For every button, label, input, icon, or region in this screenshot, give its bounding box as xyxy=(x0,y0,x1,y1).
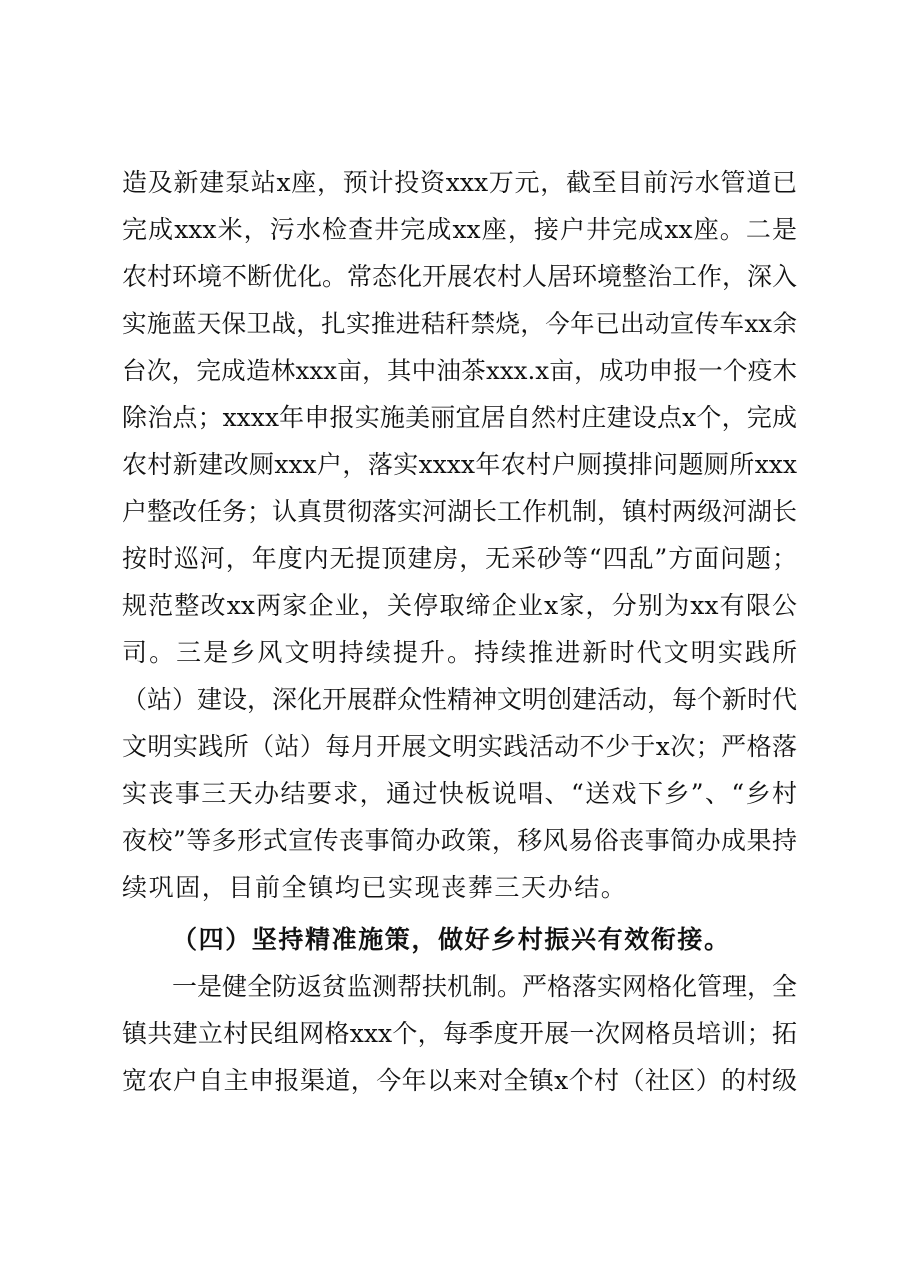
body-text-line: （站）建设，深化开展群众性精神文明创建活动，每个新时代 xyxy=(122,685,798,714)
body-text-line: 司。三是乡风文明持续提升。持续推进新时代文明实践所 xyxy=(122,638,797,667)
body-text-line: 实施蓝天保卫战，扎实推进秸秆禁烧，今年已出动宣传车xx余 xyxy=(122,309,797,338)
body-text-line: 一是健全防返贫监测帮扶机制。严格落实网格化管理，全 xyxy=(172,972,798,1001)
body-text-line: 户整改任务；认真贯彻落实河湖长工作机制，镇村两级河湖长 xyxy=(122,497,798,526)
body-text-line: 造及新建泵站x座，预计投资xxx万元，截至目前污水管道已 xyxy=(122,168,797,197)
body-text-line: 按时巡河，年度内无提顶建房，无采砂等“四乱”方面问题； xyxy=(122,544,797,573)
body-text-line: 除治点；xxxx年申报实施美丽宜居自然村庄建设点x个，完成 xyxy=(122,403,797,432)
body-text-line: 农村新建改厕xxx户，落实xxxx年农村户厕摸排问题厕所xxx xyxy=(122,450,797,479)
body-text-line: 镇共建立村民组网格xxx个，每季度开展一次网格员培训；拓 xyxy=(122,1019,797,1048)
body-text-line: 规范整改xx两家企业，关停取缔企业x家，分别为xx有限公 xyxy=(122,591,797,620)
body-text-line: 宽农户自主申报渠道，今年以来对全镇x个村（社区）的村级 xyxy=(122,1066,797,1095)
body-text-line: 台次，完成造林xxx亩，其中油茶xxx.x亩，成功申报一个疫木 xyxy=(122,356,797,385)
section-heading: （四）坚持精准施策，做好乡村振兴有效衔接。 xyxy=(172,925,731,954)
body-text-line: 实丧事三天办结要求，通过快板说唱、“送戏下乡”、“乡村 xyxy=(122,779,797,808)
body-text-line: 夜校”等多形式宣传丧事简办政策，移风易俗丧事简办成果持 xyxy=(122,826,797,855)
body-text-line: 续巩固，目前全镇均已实现丧葬三天办结。 xyxy=(122,873,628,902)
body-text-line: 文明实践所（站）每月开展文明实践活动不少于x次；严格落 xyxy=(122,732,797,761)
body-text-line: 完成xxx米，污水检查井完成xx座，接户井完成xx座。二是 xyxy=(122,215,797,244)
body-text-line: 农村环境不断优化。常态化开展农村人居环境整治工作，深入 xyxy=(122,262,798,291)
